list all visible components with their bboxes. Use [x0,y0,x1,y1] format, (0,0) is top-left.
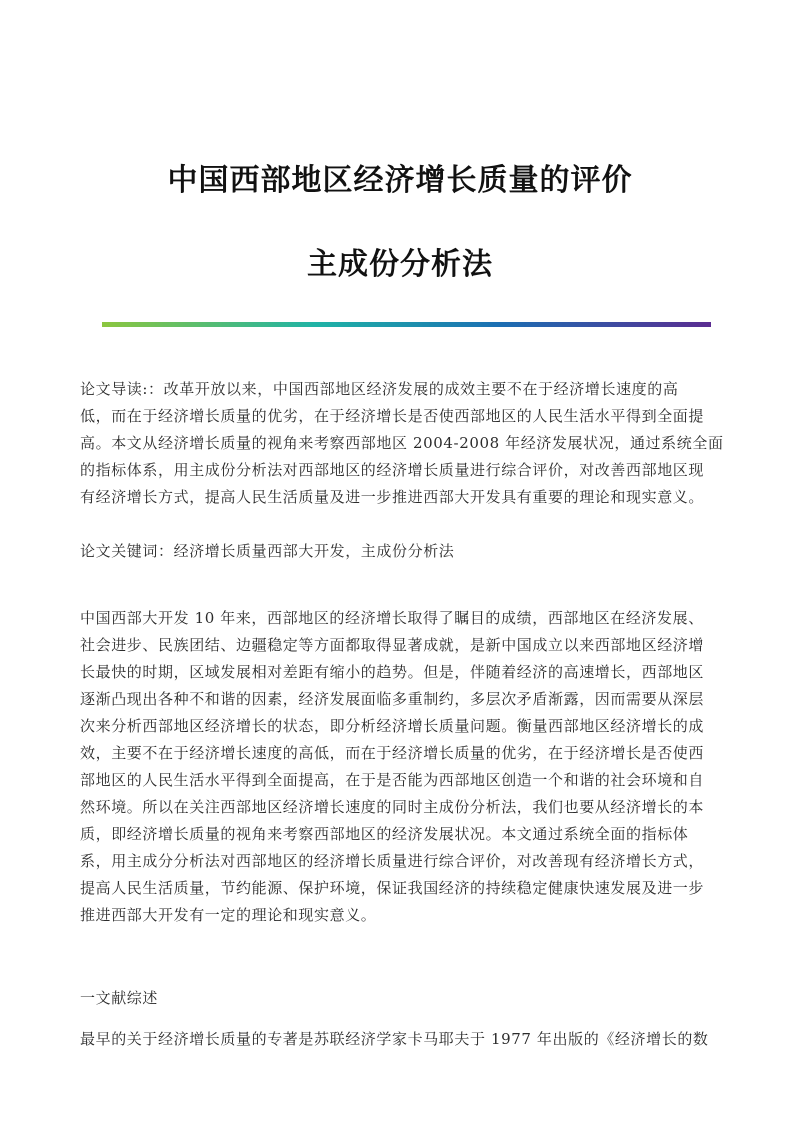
abstract-paragraph [80,376,722,511]
body-line: 次来分析西部地区经济增长的状态，即分析经济增长质量问题。衡量西部地区经济增长的成 [80,717,705,735]
body-line: 推进西部大开发有一定的理论和现实意义。 [80,906,377,924]
body-line: 效，主要不在于经济增长速度的高低，而在于经济增长质量的优劣，在于经济增长是否使西 [80,744,705,762]
body-line: 系，用主成分分析法对西部地区的经济增长质量进行综合评价，对改善现有经济增长方式， [80,852,705,870]
keywords-line [80,538,722,565]
section-heading [80,985,722,1012]
title-divider [102,322,711,327]
body-line: 质，即经济增长质量的视角来考察西部地区的经济发展状况。本文通过系统全面的指标体 [80,825,689,843]
document-title-line-1: 中国西部地区经济增长质量的评价 [167,163,633,198]
document-title-line-2: 主成份分析法 [307,247,493,282]
body-line: 长最快的时期，区域发展相对差距有缩小的趋势。但是，伴随着经济的高速增长，西部地区 [80,663,705,681]
body-line: 然环境。所以在关注西部地区经济增长速度的同时主成份分析法，我们也要从经济增长的本 [80,798,705,816]
abstract-line: 论文导读:：改革开放以来，中国西部地区经济发展的成效主要不在于经济增长速度的高 [80,380,679,398]
section-heading-text: 一文献综述 [80,989,159,1007]
abstract-line: 高。本文从经济增长质量的视角来考察西部地区 2004-2008 年经济发展状况，通过系统全面 [80,434,724,452]
body-line: 社会进步、民族团结、边疆稳定等方面都取得显著成就，是新中国成立以来西部地区经济增 [80,636,705,654]
body-line: 逐渐凸现出各种不和谐的因素，经济发展面临多重制约，多层次矛盾渐露，因而需要从深层 [80,690,705,708]
body-paragraph-2 [80,1026,722,1053]
body-paragraph-1 [80,605,722,929]
body-line: 提高人民生活质量，节约能源、保护环境，保证我国经济的持续稳定健康快速发展及进一步 [80,879,705,897]
abstract-line: 低，而在于经济增长质量的优劣，在于经济增长是否使西部地区的人民生活水平得到全面提 [80,407,705,425]
body-line: 最早的关于经济增长质量的专著是苏联经济学家卡马耶夫于 1977 年出版的《经济增长的数 [80,1030,709,1048]
abstract-line: 有经济增长方式，提高人民生活质量及进一步推进西部大开发具有重要的理论和现实意义。 [80,488,705,506]
body-line: 部地区的人民生活水平得到全面提高，在于是否能为西部地区创造一个和谐的社会环境和自 [80,771,705,789]
abstract-line: 的指标体系，用主成份分析法对西部地区的经济增长质量进行综合评价，对改善西部地区现 [80,461,705,479]
keywords-text: 论文关键词：经济增长质量西部大开发，主成份分析法 [80,542,455,560]
body-line: 中国西部大开发 10 年来，西部地区的经济增长取得了瞩目的成绩，西部地区在经济发展、 [80,609,704,627]
